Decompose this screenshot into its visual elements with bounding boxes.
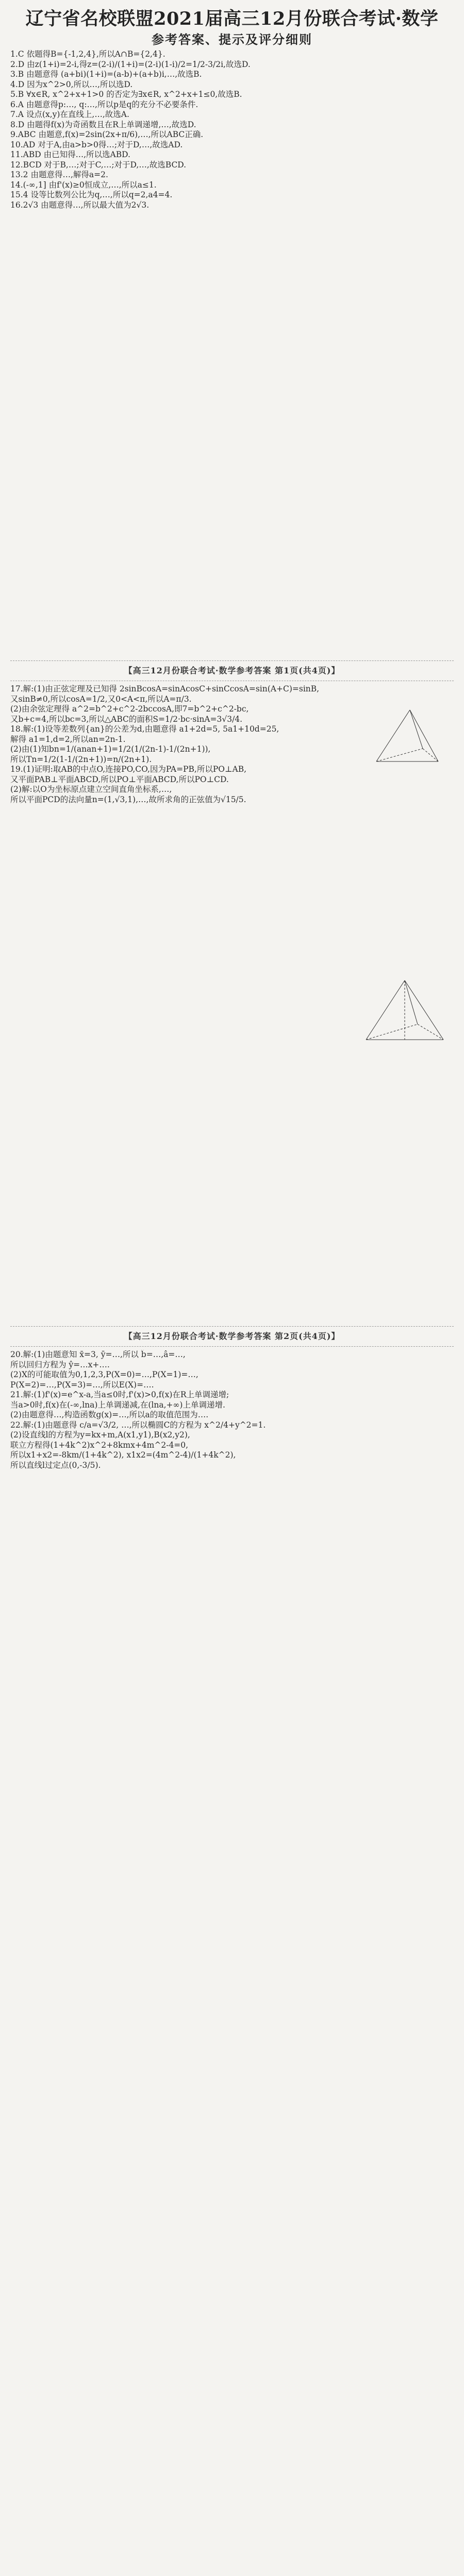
answer-line (10, 704, 454, 715)
answer-line (10, 80, 454, 90)
answer-line (10, 1461, 454, 1471)
answer-line (10, 1390, 454, 1400)
answer-line-text: 1.C 依题得B={-1,2,4},所以A∩B={2,4}. (10, 49, 165, 59)
answer-line (10, 170, 454, 180)
page-title: 辽宁省名校联盟2021届高三12月份联合考试·数学 (25, 8, 439, 29)
answer-line (10, 1370, 454, 1380)
answer-line (10, 1400, 454, 1411)
page-footer-2: 【高三12月份联合考试·数学参考答案 第2页(共4页)】 (10, 1326, 454, 1347)
answer-line (10, 150, 454, 160)
answer-section-2 (10, 684, 454, 1323)
answer-line-text: 13.2 由题意得…,解得a=2. (10, 170, 108, 179)
answer-line (10, 49, 454, 60)
answer-line (10, 1360, 454, 1370)
answer-line-text: 联立方程得(1+4k^2)x^2+8kmx+4m^2-4=0, (10, 1440, 189, 1450)
answer-line-text: 8.D 由题得f(x)为奇函数且在R上单调递增,…,故选D. (10, 120, 196, 129)
answer-line-text: 当a>0时,f(x)在(-∞,lna)上单调递减,在(lna,+∞)上单调递增. (10, 1400, 225, 1410)
answer-line-text: (2)由题意得…,构造函数g(x)=…,所以a的取值范围为…. (10, 1410, 209, 1419)
answer-line (10, 100, 454, 110)
answer-line-text: 19.(1)证明:取AB的中点O,连接PO,CO,因为PA=PB,所以PO⊥AB, (10, 765, 247, 774)
answer-line (10, 180, 454, 191)
answer-line-text: 3.B 由题意得 (a+bi)(1+i)=(a-b)+(a+b)i,…,故选B. (10, 70, 202, 79)
answer-line (10, 90, 454, 100)
answer-line (10, 70, 454, 80)
answer-line (10, 744, 454, 755)
answer-line-text: 16.2√3 由题意得…,所以最大值为2√3. (10, 200, 150, 210)
answer-line (10, 160, 454, 171)
answer-line (10, 775, 454, 785)
answer-line-text: 20.解:(1)由题意知 x̄=3, ȳ=…,所以 b̂=…,â=…, (10, 1350, 186, 1359)
answer-lines-1 (10, 49, 454, 210)
answer-line (10, 190, 454, 200)
answer-line (10, 1440, 454, 1451)
answer-line-text: 又b+c=4,所以bc=3,所以△ABC的面积S=1/2·bc·sinA=3√3/4. (10, 714, 243, 724)
answer-line (10, 140, 454, 150)
answer-line-text: 4.D 因为x^2>0,所以…,所以选D. (10, 79, 133, 89)
answer-line-text: 15.4 设等比数列公比为q,…,所以q=2,a4=4. (10, 190, 173, 199)
fig2-edge (366, 1024, 418, 1040)
answer-line-text: 所以Tn=1/2(1-1/(2n+1))=n/(2n+1). (10, 754, 152, 764)
answer-line-text: 2.D 由z(1+i)=2-i,得z=(2-i)/(1+i)=(2-i)(1-i)/2=1/2-3/2i,故选D. (10, 59, 251, 69)
answer-line-text: 12.BCD 对于B,…;对于C,…;对于D,…,故选BCD. (10, 160, 187, 170)
fig2-edge (418, 1024, 443, 1040)
answer-line-text: 解得 a1=1,d=2,所以an=2n-1. (10, 734, 126, 744)
answer-line (10, 795, 454, 805)
answer-line (10, 755, 454, 765)
answer-line-text: (2)由余弦定理得 a^2=b^2+c^2-2bccosA,即7=b^2+c^2-bc, (10, 704, 249, 714)
answer-line (10, 1420, 454, 1431)
answer-line-text: 所以直线l过定点(0,-3/5). (10, 1460, 101, 1470)
fig2-edge (366, 980, 405, 1040)
pyramid-figure-2 (356, 973, 454, 1060)
answer-line (10, 785, 454, 795)
answer-line-text: (2)X的可能取值为0,1,2,3,P(X=0)=…,P(X=1)=…, (10, 1370, 198, 1379)
answer-line-text: P(X=2)=…,P(X=3)=…,所以E(X)=…. (10, 1380, 154, 1389)
answer-line-text: 14.(-∞,1] 由f'(x)≥0恒成立,…,所以a≤1. (10, 180, 157, 190)
answer-line-text: 又sinB≠0,所以cosA=1/2,又0<A<π,所以A=π/3. (10, 694, 192, 704)
answer-line-text: (2)由(1)知bn=1/(anan+1)=1/2(1/(2n-1)-1/(2n+1)), (10, 744, 211, 754)
answer-line (10, 200, 454, 211)
answer-section-1 (10, 49, 454, 657)
answer-line-text: 又平面PAB⊥平面ABCD,所以PO⊥平面ABCD,所以PO⊥CD. (10, 774, 229, 784)
answer-line (10, 765, 454, 775)
answer-line-text: 10.AD 对于A,由a>b>0得…;对于D,…,故选AD. (10, 140, 183, 149)
answer-line-text: (2)设直线l的方程为y=kx+m,A(x1,y1),B(x2,y2), (10, 1430, 190, 1439)
answer-line (10, 715, 454, 725)
answer-line (10, 110, 454, 120)
answer-line (10, 60, 454, 70)
answer-line (10, 724, 454, 735)
answer-line-text: 6.A 由题意得p:…, q:…,所以p是q的充分不必要条件. (10, 99, 198, 109)
answer-line-text: 所以回归方程为 ŷ=…x+…. (10, 1360, 110, 1369)
answer-line-text: 所以x1+x2=-8km/(1+4k^2), x1x2=(4m^2-4)/(1+4k^2), (10, 1450, 236, 1460)
answer-line-text: 11.ABD 由已知得…,所以选ABD. (10, 150, 130, 159)
answer-line (10, 1430, 454, 1440)
answer-lines-3 (10, 1350, 454, 1470)
answer-line-text: 9.ABC 由题意,f(x)=2sin(2x+π/6),…,所以ABC正确. (10, 130, 204, 139)
fig2-edge (405, 980, 443, 1040)
answer-line (10, 120, 454, 130)
answer-line (10, 735, 454, 745)
answer-line-text: 7.A 设点(x,y)在直线上,…,故选A. (10, 110, 129, 119)
fig2-edge (405, 980, 418, 1024)
answer-line-text: 21.解:(1)f'(x)=e^x-a,当a≤0时,f'(x)>0,f(x)在R上单调递增; (10, 1390, 229, 1399)
answer-line (10, 684, 454, 694)
answer-line (10, 130, 454, 140)
answer-lines-2 (10, 684, 454, 805)
answer-line-text: (2)解:以O为坐标原点建立空间直角坐标系,…, (10, 785, 172, 794)
answer-line-text: 5.B ∀x∈R, x^2+x+1>0 的否定为∃x∈R, x^2+x+1≤0,故选B. (10, 90, 242, 99)
answer-line-text: 18.解:(1)设等差数列{an}的公差为d,由题意得 a1+2d=5, 5a1+10d=25, (10, 724, 279, 734)
answer-line-text: 22.解:(1)由题意得 c/a=√3/2, …,所以椭圆C的方程为 x^2/4+y^2=1. (10, 1420, 266, 1430)
header (10, 0, 454, 49)
answer-line-text: 所以平面PCD的法向量n=(1,√3,1),…,故所求角的正弦值为√15/5. (10, 794, 246, 804)
answer-line (10, 694, 454, 705)
answer-line (10, 1380, 454, 1391)
answer-line (10, 1410, 454, 1420)
page-footer-1: 【高三12月份联合考试·数学参考答案 第1页(共4页)】 (10, 660, 454, 681)
answer-section-3 (10, 1350, 454, 2576)
page-subtitle: 参考答案、提示及评分细则 (152, 32, 312, 47)
answer-line (10, 1350, 454, 1360)
answer-line-text: 17.解:(1)由正弦定理及已知得 2sinBcosA=sinAcosC+sinCcosA=sin(A+C)=sinB, (10, 684, 320, 693)
answer-line (10, 1450, 454, 1461)
